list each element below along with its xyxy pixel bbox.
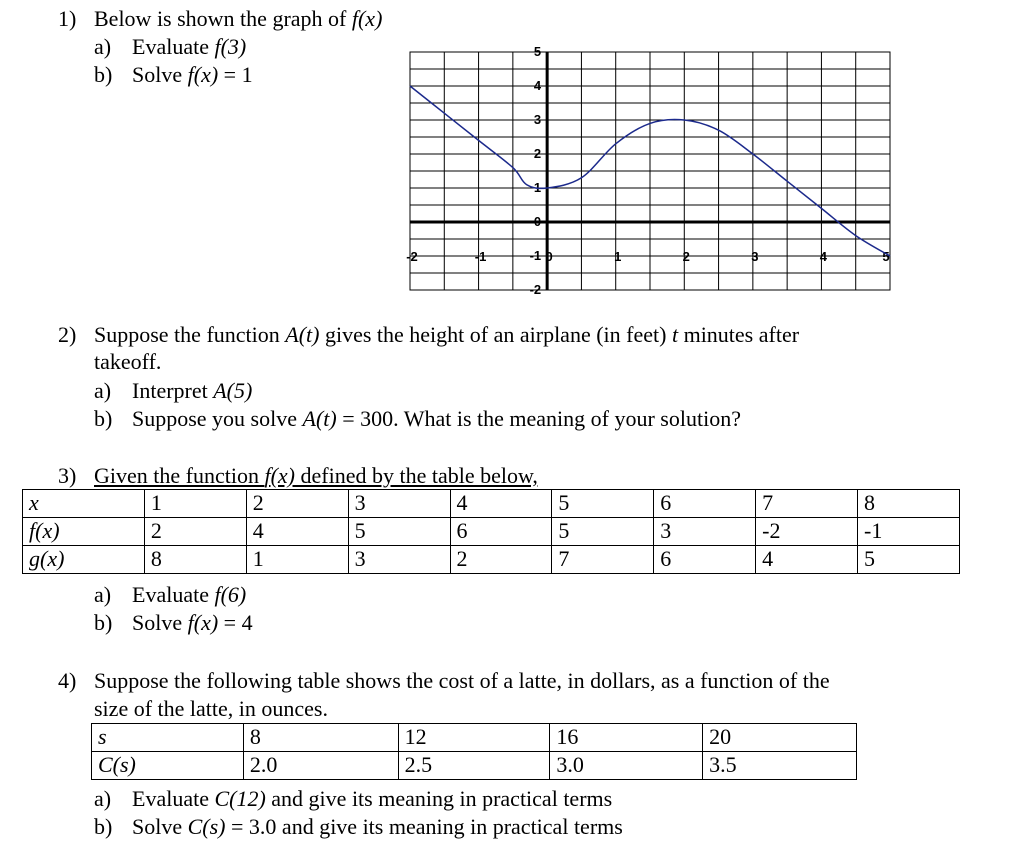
x-tick-label: -1 [474,249,487,264]
y-tick-label: 4 [533,78,542,93]
q3-table-cell: 4 [450,490,552,518]
q3-table-cell: 1 [144,490,246,518]
q3-table-cell: 7 [552,546,654,574]
q4-table-cell: 20 [703,724,857,752]
q4-table-row-label: s [92,724,244,752]
q3-table-cell: 3 [348,490,450,518]
q4-table-cell: 3.0 [550,752,703,780]
y-tick-label: 1 [533,180,542,195]
q3-table-cell: 2 [144,518,246,546]
q1-part-b: b) Solve f(x) = 1 [94,62,253,87]
q3-table-cell: 6 [654,546,756,574]
y-tick-label: -2 [529,282,542,296]
q4-prompt-line2: size of the latte, in ounces. [94,696,328,721]
q4-part-a: a) Evaluate C(12) and give its meaning in practical terms [94,786,613,811]
q3-table-cell: 4 [756,546,858,574]
q4-table-cell: 3.5 [703,752,857,780]
x-tick-label: 5 [882,249,890,264]
q3-table-row-label: g(x) [23,546,145,574]
q3-table-cell: 2 [246,490,348,518]
x-tick-label: 1 [614,249,622,264]
q3-table-row [23,518,960,546]
x-tick-label: -2 [406,249,418,264]
q4-latte-table [91,723,857,780]
q3-function-table [22,489,960,574]
q3-part-a: a) Evaluate f(6) [94,582,247,607]
function-graph [400,46,900,296]
q3-part-b: b) Solve f(x) = 4 [94,610,253,635]
q2-part-b: b) Suppose you solve A(t) = 300. What is the meaning of your solution? [94,406,741,431]
x-tick-label: 4 [819,249,828,264]
q3-table-cell: 7 [756,490,858,518]
q3-table-cell: 3 [348,546,450,574]
q3-table-cell: 5 [858,546,960,574]
y-tick-label: 5 [533,46,542,59]
q4-table-row [92,752,857,780]
y-tick-label: -1 [529,248,542,263]
q3-table-cell: 4 [246,518,348,546]
q1-stem: Below is shown the graph of [94,6,352,31]
q4-table-cell: 12 [398,724,550,752]
q3-table-cell: 8 [144,546,246,574]
q3-table-cell: -2 [756,518,858,546]
q3-table-row [23,490,960,518]
q2-part-a: a) Interpret A(5) [94,378,253,403]
y-tick-label: 2 [533,146,542,161]
q1-number: 1) [58,6,77,31]
q3-table-cell: 6 [654,490,756,518]
q2-prompt: 2) Suppose the function A(t) gives the height of an airplane (in feet) t minutes after [58,322,800,347]
q3-table-row-label: f(x) [23,518,145,546]
x-tick-label: 2 [682,249,690,264]
x-tick-label: 3 [751,249,759,264]
q3-table-cell: 2 [450,546,552,574]
y-tick-label: 3 [533,112,542,127]
q3-table-cell: 8 [858,490,960,518]
q3-table-cell: 1 [246,546,348,574]
q3-table-cell: 5 [552,518,654,546]
q3-prompt: 3) Given the function f(x) defined by the table below, [58,463,538,488]
q3-table-row-label: x [23,490,145,518]
q4-table-row [92,724,857,752]
q4-table-cell: 16 [550,724,703,752]
q4-table-cell: 8 [243,724,398,752]
q4-prompt: 4) Suppose the following table shows the cost of a latte, in dollars, as a function of the [58,668,830,693]
q4-table-cell: 2.0 [243,752,398,780]
q3-table-cell: 5 [552,490,654,518]
q3-table-cell: -1 [858,518,960,546]
q1-function: f(x) [351,6,383,31]
q2-prompt-line2: takeoff. [94,349,162,374]
q4-table-row-label: C(s) [92,752,244,780]
q3-table-cell: 3 [654,518,756,546]
q1-prompt [58,6,382,32]
q3-table-cell: 5 [348,518,450,546]
q1-part-a: a) Evaluate f(3) [94,34,247,59]
y-tick-label: 0 [533,214,542,229]
q4-part-b: b) Solve C(s) = 3.0 and give its meaning in practical terms [94,814,623,839]
q3-table-cell: 6 [450,518,552,546]
q3-table-row [23,546,960,574]
x-tick-label: 0 [545,249,553,264]
q4-table-cell: 2.5 [398,752,550,780]
